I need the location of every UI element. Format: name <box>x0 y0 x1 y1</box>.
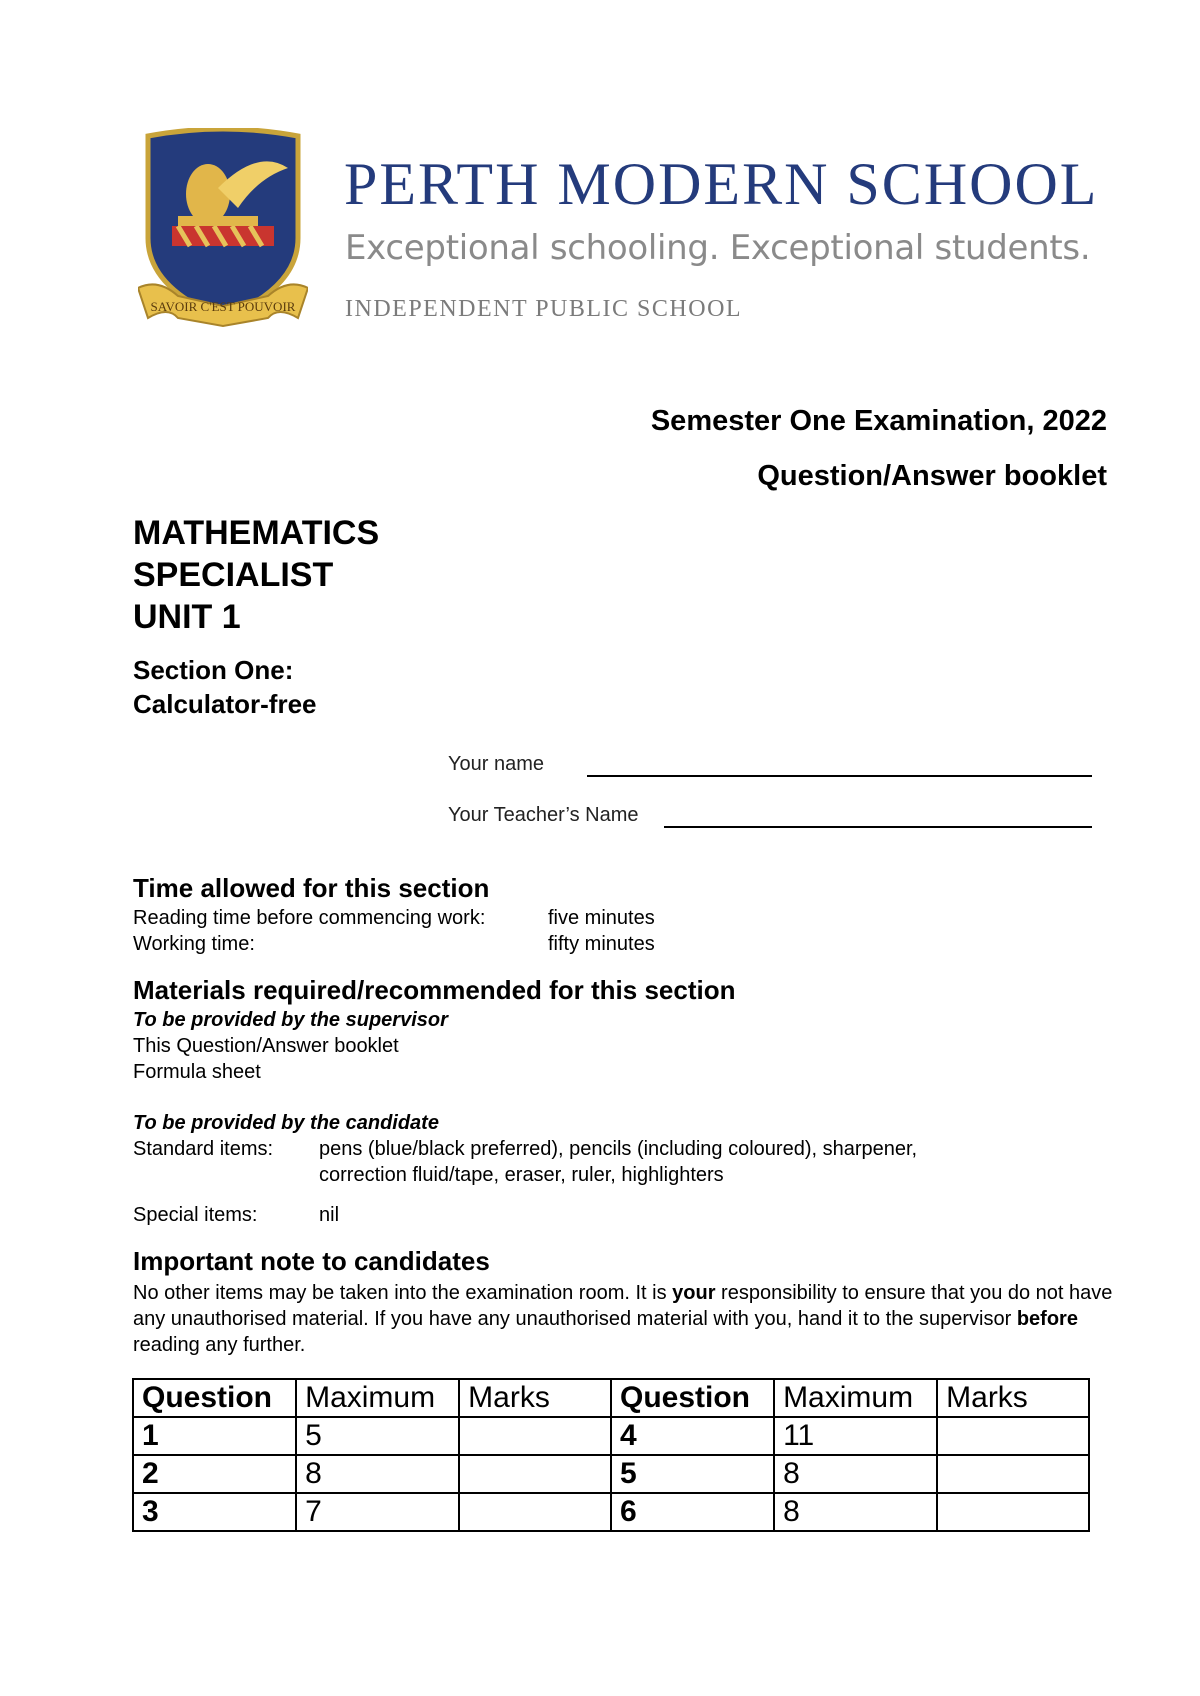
working-time-label: Working time: <box>133 933 255 955</box>
header-question: Question <box>611 1379 774 1417</box>
table-row <box>133 1455 1089 1493</box>
supervisor-item: Formula sheet <box>133 1061 261 1083</box>
marks-cell[interactable] <box>459 1493 611 1531</box>
subject-line-1: MATHEMATICS <box>133 514 380 552</box>
reading-time-value: five minutes <box>548 907 655 929</box>
marks-cell[interactable] <box>459 1455 611 1493</box>
question-number: 4 <box>611 1417 774 1455</box>
subject-line-2: SPECIALIST <box>133 556 334 594</box>
subject-title <box>133 512 379 638</box>
header-marks: Marks <box>937 1379 1089 1417</box>
school-type: INDEPENDENT PUBLIC SCHOOL <box>345 296 743 322</box>
maximum-value: 8 <box>774 1455 937 1493</box>
header-question: Question <box>133 1379 296 1417</box>
supervisor-item: This Question/Answer booklet <box>133 1035 399 1057</box>
teacher-name-field[interactable] <box>664 826 1092 828</box>
school-crest-logo <box>138 128 308 328</box>
your-name-label: Your name <box>448 753 544 775</box>
time-heading: Time allowed for this section <box>133 873 490 903</box>
section-title <box>133 653 317 721</box>
maximum-value: 8 <box>296 1455 459 1493</box>
section-line-2: Calculator-free <box>133 689 317 719</box>
subject-line-3: UNIT 1 <box>133 598 241 636</box>
maximum-value: 5 <box>296 1417 459 1455</box>
materials-heading: Materials required/recommended for this section <box>133 975 736 1005</box>
header-marks: Marks <box>459 1379 611 1417</box>
table-header-row <box>133 1379 1089 1417</box>
question-number: 5 <box>611 1455 774 1493</box>
working-time-value: fifty minutes <box>548 933 655 955</box>
emphasis-before: before <box>1016 1308 1078 1330</box>
maximum-value: 11 <box>774 1417 937 1455</box>
school-tagline: Exceptional schooling. Exceptional students. <box>345 228 1091 268</box>
marks-cell[interactable] <box>937 1417 1089 1455</box>
question-number: 6 <box>611 1493 774 1531</box>
maximum-value: 7 <box>296 1493 459 1531</box>
table-row <box>133 1493 1089 1531</box>
marks-cell[interactable] <box>937 1455 1089 1493</box>
header-maximum: Maximum <box>296 1379 459 1417</box>
section-line-1: Section One: <box>133 655 294 685</box>
question-number: 3 <box>133 1493 296 1531</box>
table-row <box>133 1417 1089 1455</box>
supervisor-heading: To be provided by the supervisor <box>133 1009 448 1031</box>
booklet-title: Question/Answer booklet <box>757 460 1107 492</box>
reading-time-label: Reading time before commencing work: <box>133 907 486 929</box>
maximum-value: 8 <box>774 1493 937 1531</box>
standard-items-line-2: correction fluid/tape, eraser, ruler, highlighters <box>319 1164 724 1186</box>
teacher-name-label: Your Teacher’s Name <box>448 804 639 826</box>
exam-title: Semester One Examination, 2022 <box>650 405 1107 437</box>
school-name: PERTH MODERN SCHOOL <box>344 151 1099 217</box>
note-text: No other items may be taken into the examination room. It is your responsibility to ensure that you do not have any unauthorised material. If you have any unauthorised material with you, hand it to the supervisor before reading any further. <box>133 1282 1113 1356</box>
marks-table <box>132 1378 1090 1532</box>
marks-cell[interactable] <box>459 1417 611 1455</box>
note-heading: Important note to candidates <box>133 1246 490 1276</box>
header-maximum: Maximum <box>774 1379 937 1417</box>
special-items-label: Special items: <box>133 1204 258 1226</box>
question-number: 2 <box>133 1455 296 1493</box>
special-items-value: nil <box>319 1204 340 1226</box>
question-number: 1 <box>133 1417 296 1455</box>
marks-cell[interactable] <box>937 1493 1089 1531</box>
standard-items-line-1: pens (blue/black preferred), pencils (including coloured), sharpener, <box>319 1138 918 1160</box>
candidate-heading: To be provided by the candidate <box>133 1112 439 1134</box>
standard-items-label: Standard items: <box>133 1138 274 1160</box>
emphasis-your: your <box>672 1282 716 1304</box>
crest-motto: SAVOIR C'EST POUVOIR <box>150 299 296 314</box>
your-name-field[interactable] <box>587 775 1092 777</box>
